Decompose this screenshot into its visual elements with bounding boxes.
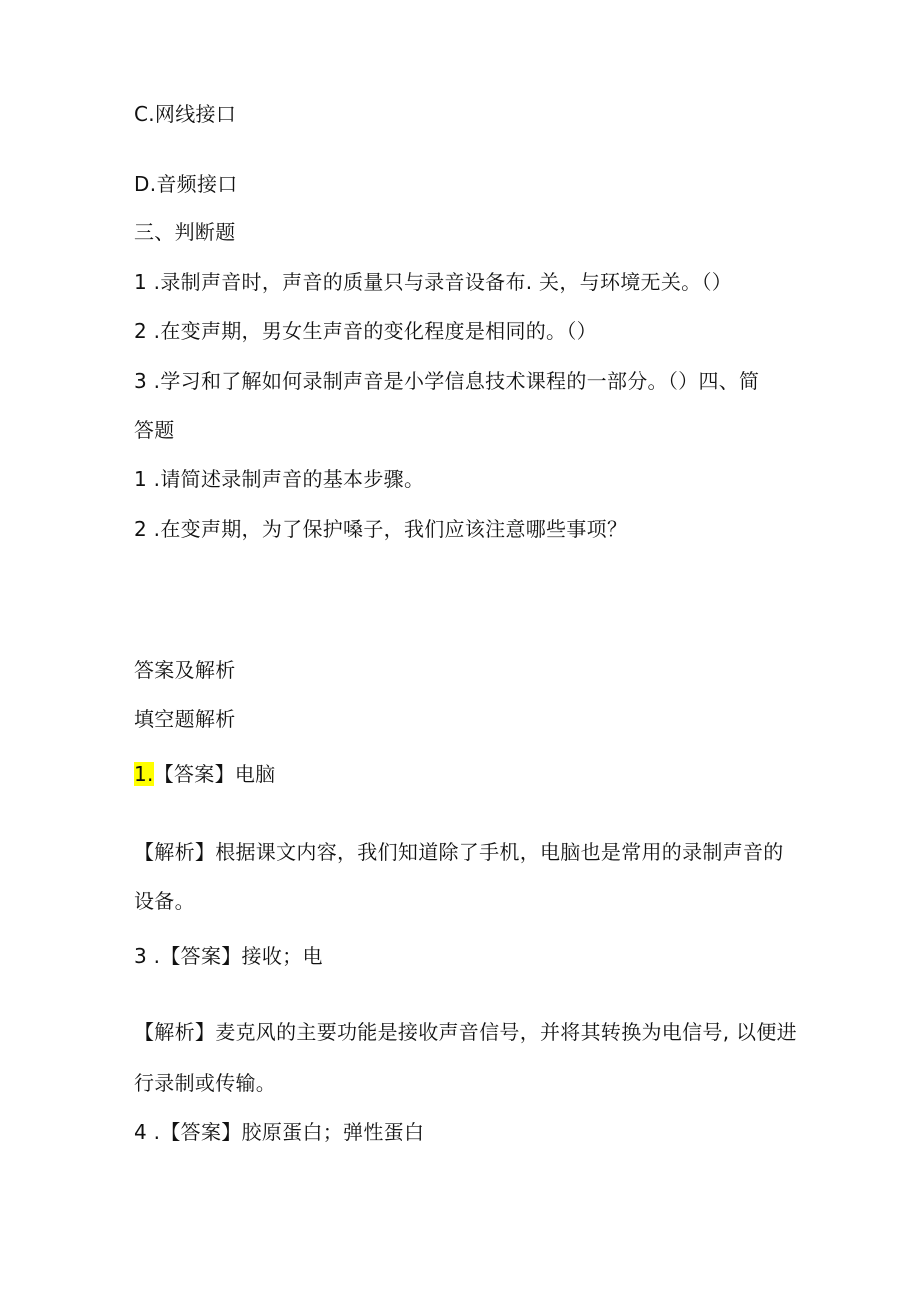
answer-4: 4 .【答案】胶原蛋白；弹性蛋白 — [134, 1120, 425, 1144]
answer-3-explanation-line2: 行录制或传输。 — [134, 1071, 277, 1095]
short-question-1: 1 .请简述录制声音的基本步骤。 — [134, 467, 425, 491]
choice-c: C.网线接口 — [134, 102, 237, 126]
answers-title: 答案及解析 — [134, 658, 236, 682]
answer-1-explanation-line2: 设备。 — [134, 889, 195, 913]
section-judge-title: 三、判断题 — [134, 220, 236, 244]
answer-1 — [134, 762, 276, 786]
answer-1-text: 【答案】电脑 — [153, 762, 276, 786]
answers-subtitle: 填空题解析 — [134, 707, 236, 731]
judge-question-1: 1 .录制声音时，声音的质量只与录音设备布. 关，与环境无关。（） — [134, 270, 733, 294]
judge-question-2: 2 .在变声期，男女生声音的变化程度是相同的。（） — [134, 319, 597, 343]
answer-3: 3 .【答案】接收；电 — [134, 944, 323, 968]
choice-d: D.音频接口 — [134, 172, 238, 196]
judge-question-3-line1: 3 .学习和了解如何录制声音是小学信息技术课程的一部分。（）四、简 — [134, 369, 760, 393]
answer-1-number-highlight: 1. — [134, 762, 154, 786]
judge-question-3-line2: 答题 — [134, 418, 175, 442]
short-question-2: 2 .在变声期，为了保护嗓子，我们应该注意哪些事项？ — [134, 517, 628, 541]
answer-1-explanation-line1: 【解析】根据课文内容，我们知道除了手机，电脑也是常用的录制声音的 — [134, 840, 784, 864]
answer-3-explanation-line1: 【解析】麦克风的主要功能是接收声音信号，并将其转换为电信号, 以便进 — [134, 1020, 797, 1044]
